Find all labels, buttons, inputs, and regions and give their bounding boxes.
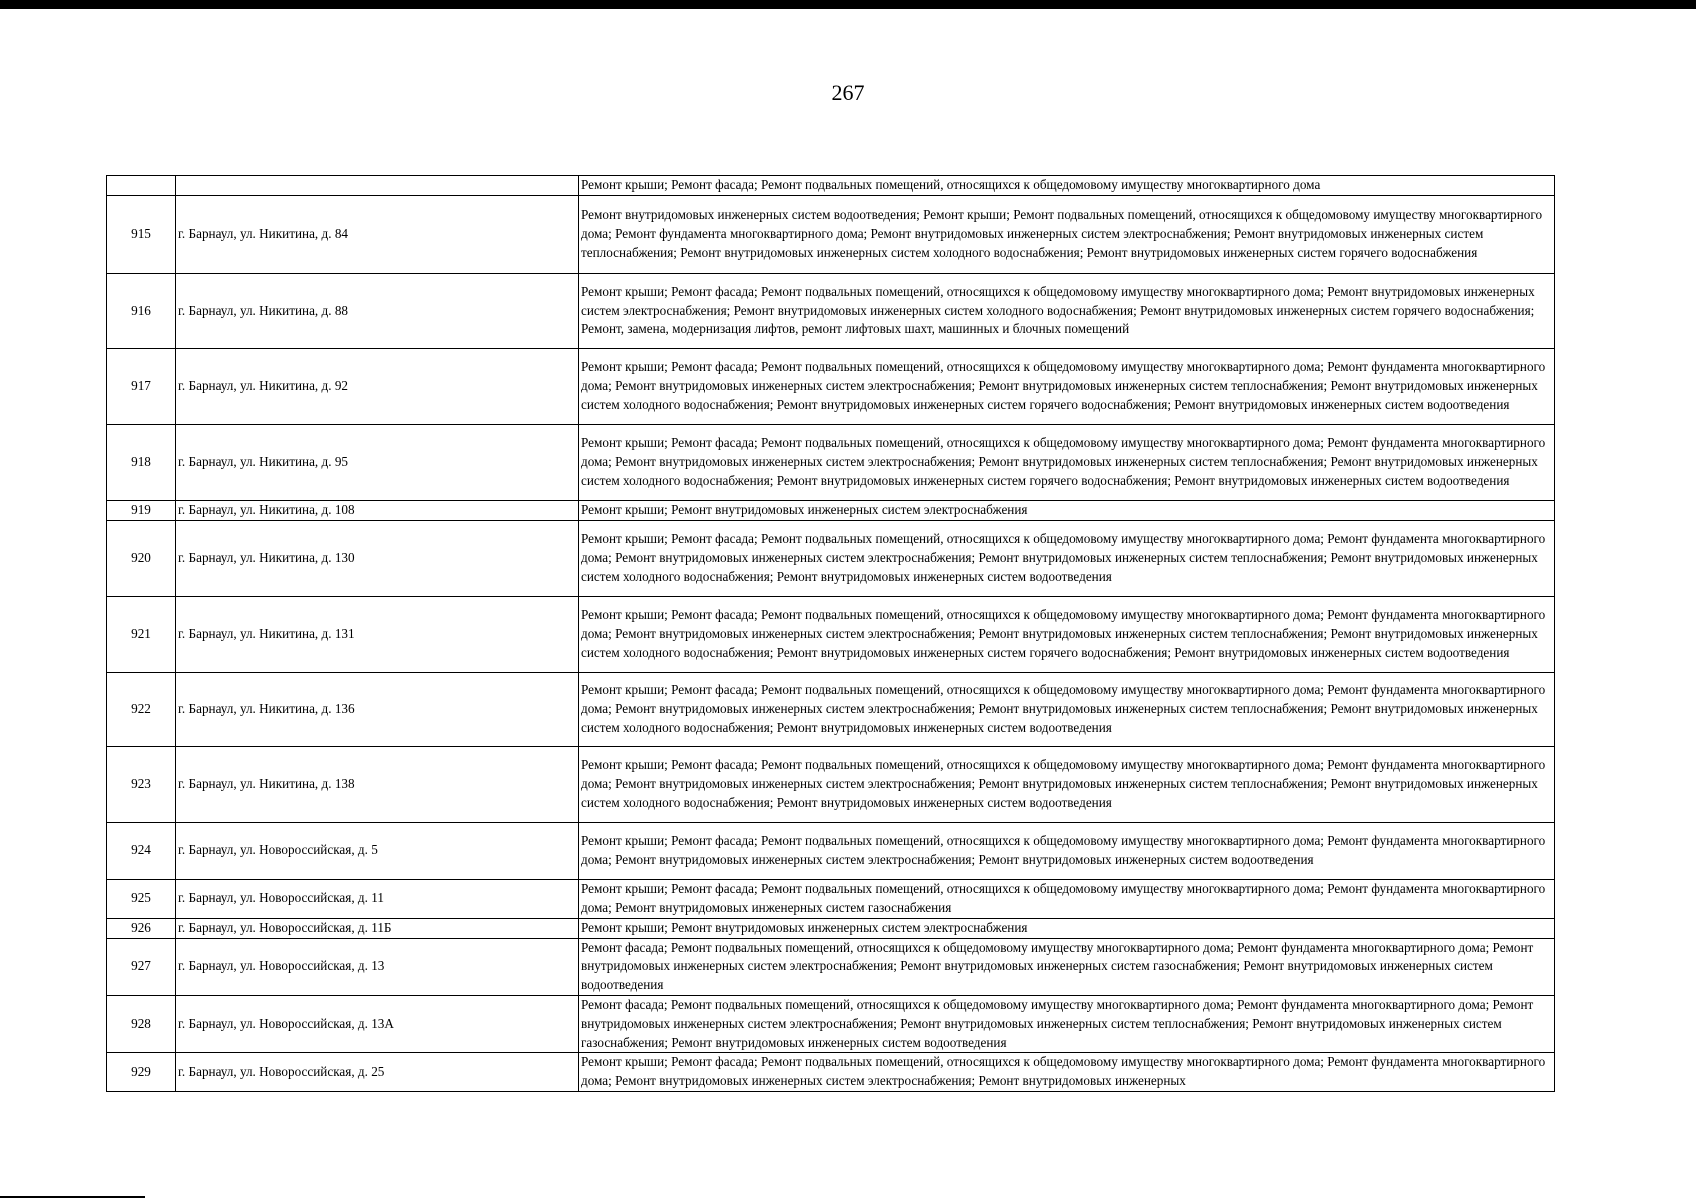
table-row — [107, 196, 1555, 274]
address-cell: г. Барнаул, ул. Никитина, д. 108 — [176, 501, 579, 521]
row-number-cell: 929 — [107, 1053, 176, 1092]
address-cell: г. Барнаул, ул. Новороссийская, д. 13 — [176, 938, 579, 995]
address-cell: г. Барнаул, ул. Новороссийская, д. 13А — [176, 995, 579, 1052]
row-number-cell: 926 — [107, 918, 176, 938]
works-cell: Ремонт крыши; Ремонт фасада; Ремонт подвальных помещений, относящихся к общедомовому имуществу многоквартирного дома; Ремонт фундамента многоквартирного дома; Ремонт внутридомовых инженерных систем электроснабжения; Ремонт внутридомовых инженерных систем теплоснабжения; Ремонт внутридомовых инженерных систем холодного водоснабжения; Ремонт внутридомовых инженерных систем водоотведения — [579, 746, 1555, 822]
table-row — [107, 520, 1555, 596]
row-number-cell: 919 — [107, 501, 176, 521]
table-row — [107, 672, 1555, 746]
works-cell: Ремонт фасада; Ремонт подвальных помещений, относящихся к общедомовому имуществу многоквартирного дома; Ремонт фундамента многоквартирного дома; Ремонт внутридомовых инженерных систем электроснабжения; Ремонт внутридомовых инженерных систем газоснабжения; Ремонт внутридомовых инженерных систем водоотведения — [579, 938, 1555, 995]
row-number-cell — [107, 176, 176, 196]
table-row — [107, 995, 1555, 1052]
row-number-cell: 923 — [107, 746, 176, 822]
table-row — [107, 822, 1555, 879]
page-number: 267 — [831, 80, 865, 105]
table-row — [107, 879, 1555, 918]
row-number-cell: 928 — [107, 995, 176, 1052]
works-cell: Ремонт крыши; Ремонт фасада; Ремонт подвальных помещений, относящихся к общедомовому имуществу многоквартирного дома; Ремонт фундамента многоквартирного дома; Ремонт внутридомовых инженерных систем газоснабжения — [579, 879, 1555, 918]
works-cell: Ремонт крыши; Ремонт фасада; Ремонт подвальных помещений, относящихся к общедомовому имуществу многоквартирного дома; Ремонт фундамента многоквартирного дома; Ремонт внутридомовых инженерных систем электроснабжения; Ремонт внутридомовых инженерных — [579, 1053, 1555, 1092]
address-cell: г. Барнаул, ул. Никитина, д. 84 — [176, 196, 579, 274]
address-cell: г. Барнаул, ул. Никитина, д. 130 — [176, 520, 579, 596]
works-cell: Ремонт крыши; Ремонт фасада; Ремонт подвальных помещений, относящихся к общедомовому имуществу многоквартирного дома; Ремонт фундамента многоквартирного дома; Ремонт внутридомовых инженерных систем электроснабжения; Ремонт внутридомовых инженерных систем теплоснабжения; Ремонт внутридомовых инженерных систем холодного водоснабжения; Ремонт внутридомовых инженерных систем горячего водоснабжения; Ремонт внутридомовых инженерных систем водоотведения — [579, 596, 1555, 672]
table-row — [107, 596, 1555, 672]
row-number-cell: 927 — [107, 938, 176, 995]
address-cell: г. Барнаул, ул. Никитина, д. 138 — [176, 746, 579, 822]
works-cell: Ремонт крыши; Ремонт фасада; Ремонт подвальных помещений, относящихся к общедомовому имуществу многоквартирного дома; Ремонт фундамента многоквартирного дома; Ремонт внутридомовых инженерных систем электроснабжения; Ремонт внутридомовых инженерных систем теплоснабжения; Ремонт внутридомовых инженерных систем холодного водоснабжения; Ремонт внутридомовых инженерных систем горячего водоснабжения; Ремонт внутридомовых инженерных систем водоотведения — [579, 349, 1555, 425]
building-repair-table — [106, 175, 1555, 1092]
works-cell: Ремонт внутридомовых инженерных систем водоотведения; Ремонт крыши; Ремонт подвальных помещений, относящихся к общедомовому имуществу многоквартирного дома; Ремонт фундамента многоквартирного дома; Ремонт внутридомовых инженерных систем электроснабжения; Ремонт внутридомовых инженерных систем теплоснабжения; Ремонт внутридомовых инженерных систем холодного водоснабжения; Ремонт внутридомовых инженерных систем горячего водоснабжения — [579, 196, 1555, 274]
works-cell: Ремонт фасада; Ремонт подвальных помещений, относящихся к общедомовому имуществу многоквартирного дома; Ремонт фундамента многоквартирного дома; Ремонт внутридомовых инженерных систем электроснабжения; Ремонт внутридомовых инженерных систем теплоснабжения; Ремонт внутридомовых инженерных систем газоснабжения; Ремонт внутридомовых инженерных систем водоотведения — [579, 995, 1555, 1052]
works-cell: Ремонт крыши; Ремонт фасада; Ремонт подвальных помещений, относящихся к общедомовому имуществу многоквартирного дома; Ремонт внутридомовых инженерных систем электроснабжения; Ремонт внутридомовых инженерных систем холодного водоснабжения; Ремонт внутридомовых инженерных систем горячего водоснабжения; Ремонт, замена, модернизация лифтов, ремонт лифтовых шахт, машинных и блочных помещений — [579, 274, 1555, 349]
row-number-cell: 915 — [107, 196, 176, 274]
address-cell: г. Барнаул, ул. Новороссийская, д. 11 — [176, 879, 579, 918]
address-cell: г. Барнаул, ул. Никитина, д. 131 — [176, 596, 579, 672]
works-cell: Ремонт крыши; Ремонт фасада; Ремонт подвальных помещений, относящихся к общедомовому имуществу многоквартирного дома; Ремонт фундамента многоквартирного дома; Ремонт внутридомовых инженерных систем электроснабжения; Ремонт внутридомовых инженерных систем теплоснабжения; Ремонт внутридомовых инженерных систем холодного водоснабжения; Ремонт внутридомовых инженерных систем водоотведения — [579, 520, 1555, 596]
table-row — [107, 918, 1555, 938]
works-cell: Ремонт крыши; Ремонт фасада; Ремонт подвальных помещений, относящихся к общедомовому имуществу многоквартирного дома; Ремонт фундамента многоквартирного дома; Ремонт внутридомовых инженерных систем электроснабжения; Ремонт внутридомовых инженерных систем водоотведения — [579, 822, 1555, 879]
row-number-cell: 917 — [107, 349, 176, 425]
works-cell: Ремонт крыши; Ремонт фасада; Ремонт подвальных помещений, относящихся к общедомовому имуществу многоквартирного дома — [579, 176, 1555, 196]
address-cell: г. Барнаул, ул. Никитина, д. 95 — [176, 425, 579, 501]
table-row — [107, 274, 1555, 349]
table-row — [107, 938, 1555, 995]
row-number-cell: 921 — [107, 596, 176, 672]
table-row — [107, 501, 1555, 521]
works-cell: Ремонт крыши; Ремонт фасада; Ремонт подвальных помещений, относящихся к общедомовому имуществу многоквартирного дома; Ремонт фундамента многоквартирного дома; Ремонт внутридомовых инженерных систем электроснабжения; Ремонт внутридомовых инженерных систем теплоснабжения; Ремонт внутридомовых инженерных систем холодного водоснабжения; Ремонт внутридомовых инженерных систем горячего водоснабжения; Ремонт внутридомовых инженерных систем водоотведения — [579, 425, 1555, 501]
table-row — [107, 1053, 1555, 1092]
table-row — [107, 425, 1555, 501]
table-row — [107, 746, 1555, 822]
address-cell — [176, 176, 579, 196]
address-cell: г. Барнаул, ул. Никитина, д. 88 — [176, 274, 579, 349]
works-cell: Ремонт крыши; Ремонт внутридомовых инженерных систем электроснабжения — [579, 918, 1555, 938]
row-number-cell: 925 — [107, 879, 176, 918]
row-number-cell: 918 — [107, 425, 176, 501]
address-cell: г. Барнаул, ул. Никитина, д. 136 — [176, 672, 579, 746]
row-number-cell: 920 — [107, 520, 176, 596]
works-cell: Ремонт крыши; Ремонт фасада; Ремонт подвальных помещений, относящихся к общедомовому имуществу многоквартирного дома; Ремонт фундамента многоквартирного дома; Ремонт внутридомовых инженерных систем электроснабжения; Ремонт внутридомовых инженерных систем теплоснабжения; Ремонт внутридомовых инженерных систем холодного водоснабжения; Ремонт внутридомовых инженерных систем водоотведения — [579, 672, 1555, 746]
table-row — [107, 176, 1555, 196]
address-cell: г. Барнаул, ул. Никитина, д. 92 — [176, 349, 579, 425]
address-cell: г. Барнаул, ул. Новороссийская, д. 11Б — [176, 918, 579, 938]
row-number-cell: 916 — [107, 274, 176, 349]
address-cell: г. Барнаул, ул. Новороссийская, д. 25 — [176, 1053, 579, 1092]
address-cell: г. Барнаул, ул. Новороссийская, д. 5 — [176, 822, 579, 879]
scan-bottom-mark — [0, 1196, 145, 1198]
row-number-cell: 924 — [107, 822, 176, 879]
works-cell: Ремонт крыши; Ремонт внутридомовых инженерных систем электроснабжения — [579, 501, 1555, 521]
scan-top-border — [0, 0, 1696, 9]
table-row — [107, 349, 1555, 425]
row-number-cell: 922 — [107, 672, 176, 746]
